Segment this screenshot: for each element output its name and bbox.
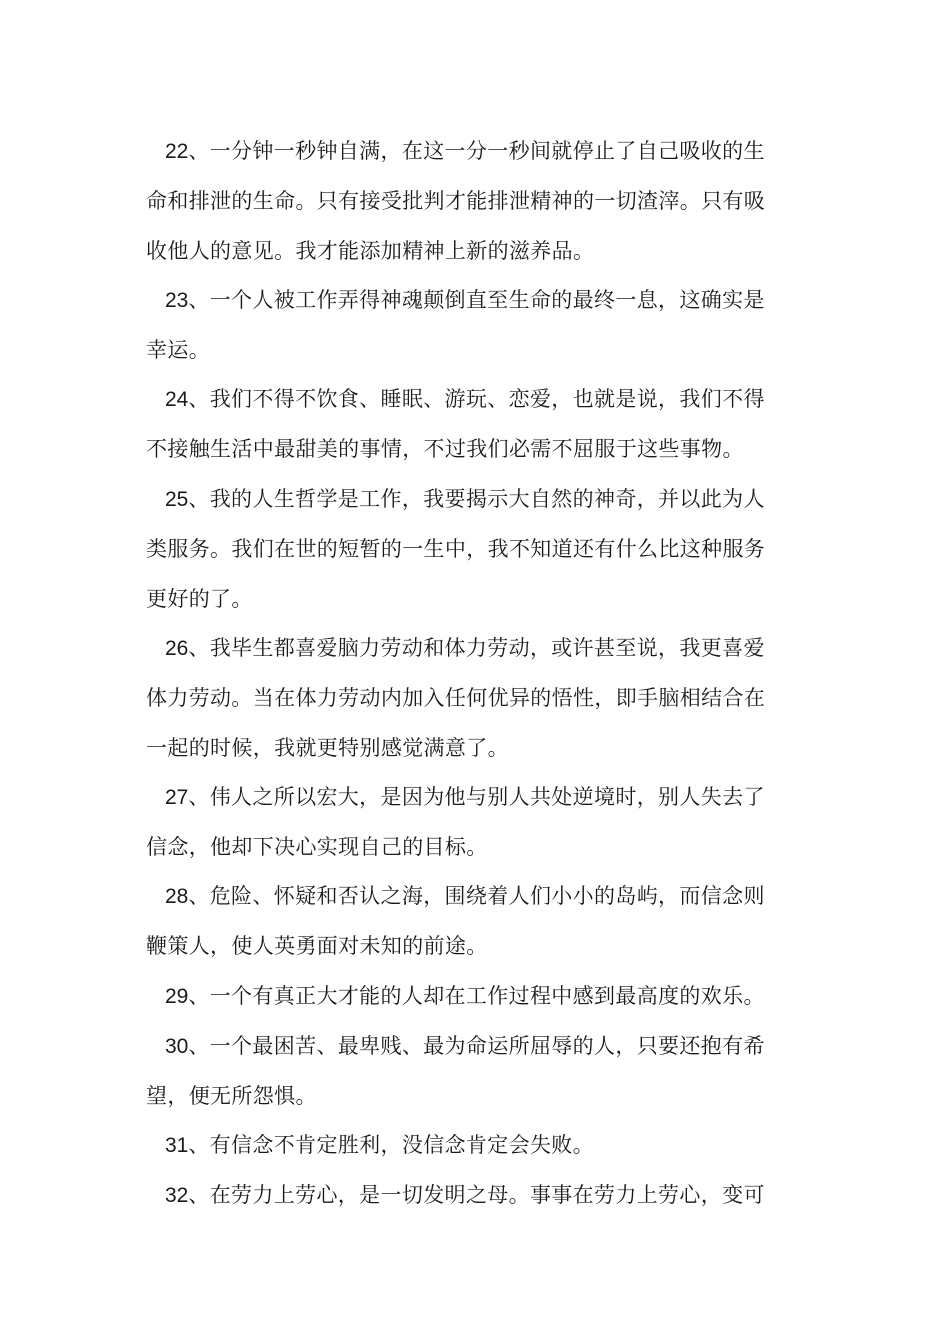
paragraph-text: 、我们不得不饮食、睡眠、游玩、恋爱，也就是说，我们不得 — [188, 387, 765, 411]
paragraph-number: 30 — [165, 1035, 189, 1058]
paragraph-text: 、我的人生哲学是工作，我要揭示大自然的神奇，并以此为人 — [188, 487, 765, 511]
paragraph-22-line-1 — [165, 136, 865, 167]
paragraph-30-line-2: 望，便无所怨惧。 — [146, 1084, 317, 1108]
paragraph-25-line-3: 更好的了。 — [146, 587, 253, 611]
paragraph-number: 31 — [165, 1134, 189, 1157]
paragraph-number: 25 — [165, 488, 189, 511]
paragraph-27-line-2: 信念，他却下决心实现自己的目标。 — [146, 835, 488, 859]
paragraph-30-line-1 — [165, 1031, 865, 1062]
paragraph-text: 、危险、怀疑和否认之海，围绕着人们小小的岛屿，而信念则 — [188, 884, 765, 908]
paragraph-text: 、一个人被工作弄得神魂颠倒直至生命的最终一息，这确实是 — [188, 288, 765, 312]
paragraph-number: 22 — [165, 140, 189, 163]
paragraph-27-line-1 — [165, 782, 865, 813]
paragraph-text: 、伟人之所以宏大，是因为他与别人共处逆境时，别人失去了 — [188, 785, 765, 809]
paragraph-24-line-2: 不接触生活中最甜美的事情，不过我们必需不屈服于这些事物。 — [146, 437, 744, 461]
paragraph-text: 、有信念不肯定胜利，没信念肯定会失败。 — [188, 1133, 595, 1157]
paragraph-26-line-3: 一起的时候，我就更特别感觉满意了。 — [146, 736, 509, 760]
paragraph-31-line-1 — [165, 1130, 865, 1161]
paragraph-32-line-1 — [165, 1180, 865, 1211]
paragraph-22-line-3: 收他人的意见。我才能添加精神上新的滋养品。 — [146, 239, 595, 263]
paragraph-text: 、我毕生都喜爱脑力劳动和体力劳动，或许甚至说，我更喜爱 — [188, 636, 765, 660]
paragraph-28-line-1 — [165, 881, 865, 912]
paragraph-text: 、一个有真正大才能的人却在工作过程中感到最高度的欢乐。 — [188, 984, 765, 1008]
paragraph-text: 、在劳力上劳心，是一切发明之母。事事在劳力上劳心，变可 — [188, 1183, 765, 1207]
paragraph-25-line-2: 类服务。我们在世的短暂的一生中，我不知道还有什么比这种服务 — [146, 537, 766, 561]
paragraph-number: 23 — [165, 289, 189, 312]
paragraph-text: 、一个最困苦、最卑贱、最为命运所屈辱的人，只要还抱有希 — [188, 1034, 765, 1058]
paragraph-number: 26 — [165, 637, 189, 660]
paragraph-number: 32 — [165, 1184, 189, 1207]
paragraph-23-line-1 — [165, 285, 865, 316]
paragraph-number: 28 — [165, 885, 189, 908]
paragraph-26-line-2: 体力劳动。当在体力劳动内加入任何优异的悟性，即手脑相结合在 — [146, 686, 766, 710]
paragraph-28-line-2: 鞭策人，使人英勇面对未知的前途。 — [146, 934, 488, 958]
paragraph-text: 、一分钟一秒钟自满，在这一分一秒间就停止了自己吸收的生 — [188, 139, 765, 163]
paragraph-29-line-1 — [165, 981, 865, 1012]
paragraph-number: 27 — [165, 786, 189, 809]
paragraph-23-line-2: 幸运。 — [146, 338, 211, 362]
paragraph-22-line-2: 命和排泄的生命。只有接受批判才能排泄精神的一切渣滓。只有吸 — [146, 189, 766, 213]
paragraph-number: 24 — [165, 388, 189, 411]
paragraph-26-line-1 — [165, 633, 865, 664]
paragraph-number: 29 — [165, 985, 189, 1008]
paragraph-25-line-1 — [165, 484, 865, 515]
paragraph-24-line-1 — [165, 384, 865, 415]
